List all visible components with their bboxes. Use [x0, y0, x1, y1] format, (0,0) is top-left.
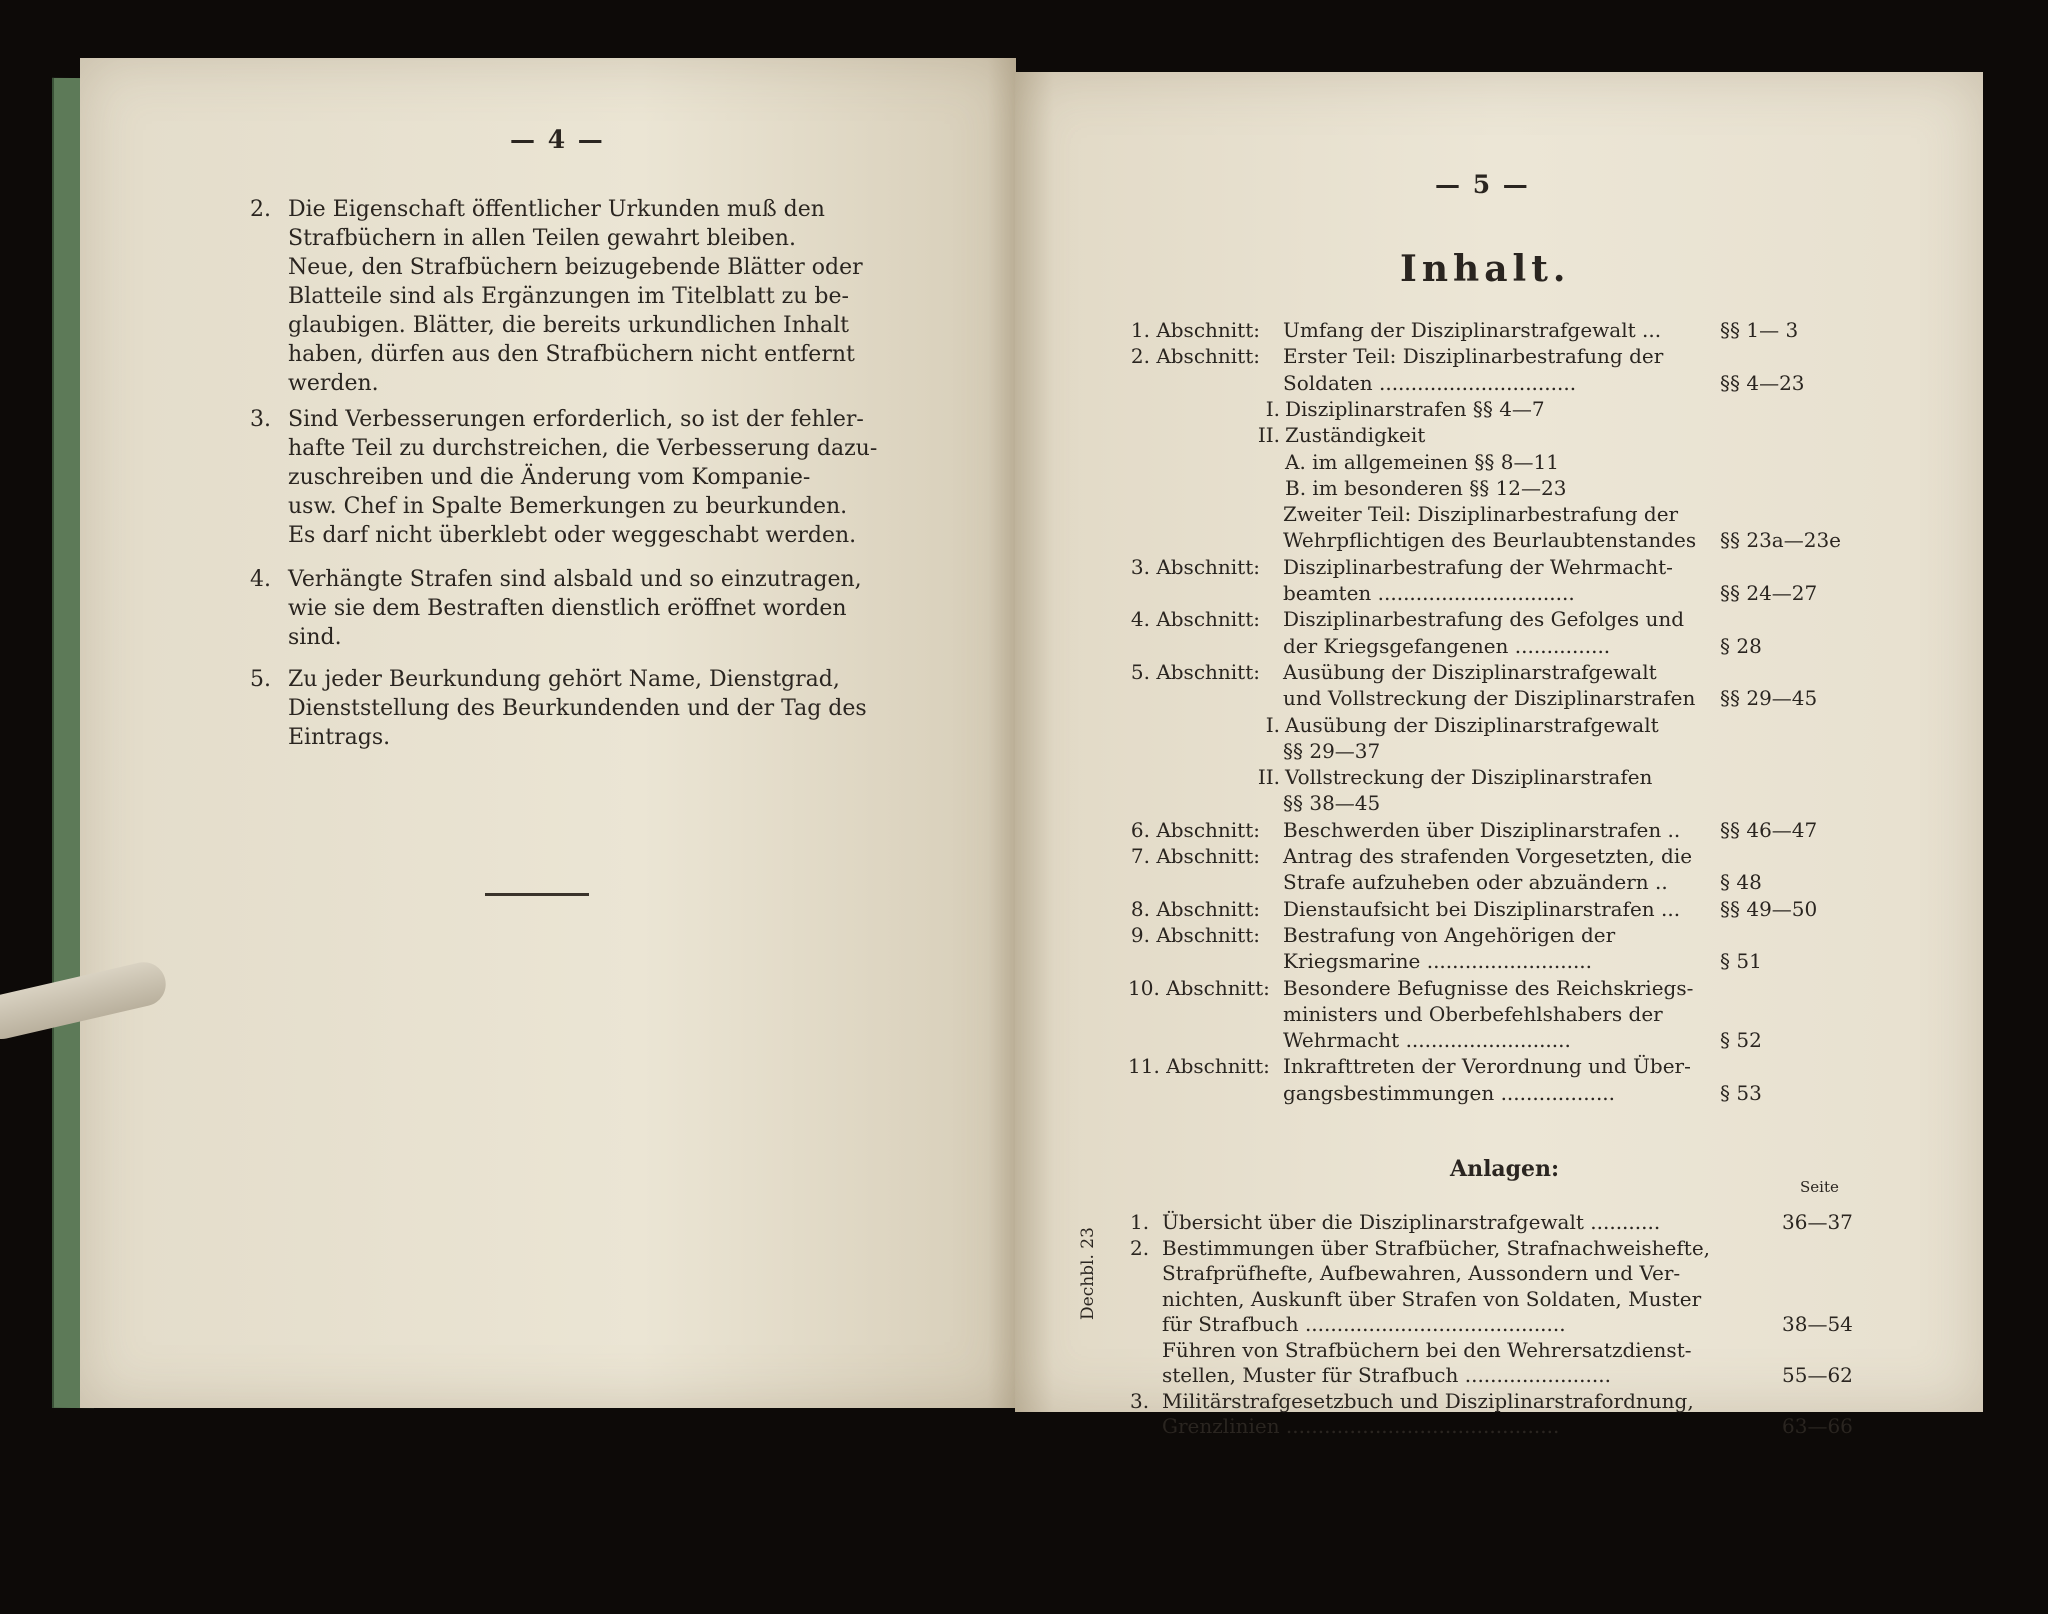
- toc-label: 1. Abschnitt:: [1130, 318, 1260, 342]
- right-page-number: — 5 —: [1435, 170, 1530, 199]
- seite-label: Seite: [1800, 1178, 1839, 1196]
- toc-ref: § 51: [1720, 949, 1762, 974]
- anlage-text: für Strafbuch .........................................: [1162, 1312, 1566, 1336]
- toc-text: Kriegsmarine ..........................: [1283, 949, 1593, 974]
- paragraph-3: [250, 405, 898, 550]
- toc-label: 4. Abschnitt:: [1130, 607, 1260, 632]
- paragraph-line: Verhängte Strafen sind alsbald und so einzutragen,: [288, 567, 862, 592]
- toc-label: 11. Abschnitt:: [1128, 1054, 1270, 1079]
- toc-label: 8. Abschnitt:: [1130, 896, 1260, 921]
- toc-text: der Kriegsgefangenen ...............: [1283, 633, 1611, 658]
- toc-text: Disziplinarbestrafung des Gefolges und: [1283, 607, 1685, 632]
- vertical-note: Dechbl. 23: [1078, 1227, 1098, 1320]
- toc-text: Strafe aufzuheben oder abzuändern ..: [1283, 870, 1668, 895]
- paragraph-line: Strafbüchern in allen Teilen gewahrt bleiben.: [288, 226, 796, 251]
- toc-text: gangsbestimmungen ..................: [1283, 1080, 1616, 1105]
- anlage-number: 1.: [1130, 1210, 1150, 1234]
- anlage-text: stellen, Muster für Strafbuch .......................: [1162, 1363, 1611, 1387]
- anlage-number: 2.: [1130, 1235, 1150, 1260]
- toc-ref: §§ 23a—23e: [1720, 528, 1842, 553]
- toc-text: Wehrpflichtigen des Beurlaubtenstandes: [1283, 528, 1697, 553]
- toc-text: und Vollstreckung der Disziplinarstrafen: [1283, 686, 1696, 711]
- toc-label: 7. Abschnitt:: [1130, 844, 1260, 868]
- anlage-ref: 55—62: [1782, 1363, 1853, 1387]
- toc-text: Erster Teil: Disziplinarbestrafung der: [1283, 344, 1664, 369]
- toc-text: Besondere Befugnisse des Reichskriegs-: [1283, 975, 1694, 1000]
- anlage-text: Militärstrafgesetzbuch und Disziplinarstrafordnung,: [1162, 1388, 1694, 1413]
- toc-text: Inkrafttreten der Verordnung und Über-: [1283, 1054, 1691, 1079]
- toc-text: Bestrafung von Angehörigen der: [1283, 922, 1616, 947]
- toc-label: 9. Abschnitt:: [1130, 922, 1260, 947]
- toc-label: I.: [1265, 396, 1280, 421]
- toc-ref: §§ 46—47: [1720, 817, 1818, 842]
- paragraph-5: [250, 665, 898, 752]
- anlagen-title: Anlagen:: [1450, 1156, 1560, 1182]
- toc-text: Dienstaufsicht bei Disziplinarstrafen ...: [1283, 896, 1681, 921]
- paragraph-line: Es darf nicht überklebt oder weggeschabt werden.: [288, 523, 857, 548]
- anlage-text: Führen von Strafbüchern bei den Wehrersatzdienst-: [1162, 1337, 1692, 1362]
- toc-label: 5. Abschnitt:: [1130, 659, 1260, 684]
- toc-label: 10. Abschnitt:: [1128, 975, 1270, 1000]
- paragraph-number: 5.: [250, 667, 271, 692]
- anlage-text: Bestimmungen über Strafbücher, Strafnachweishefte,: [1162, 1235, 1711, 1260]
- toc-ref: §§ 4—23: [1720, 370, 1805, 395]
- paragraph-line: haben, dürfen aus den Strafbüchern nicht entfernt: [288, 342, 855, 367]
- toc-ref: §§ 49—50: [1720, 896, 1818, 921]
- toc-ref: §§ 29—45: [1720, 686, 1818, 711]
- toc-text: B. im besonderen §§ 12—23: [1285, 475, 1567, 500]
- anlage-text: Übersicht über die Disziplinarstrafgewalt ...........: [1162, 1210, 1661, 1234]
- paragraph-line: Blatteile sind als Ergänzungen im Titelblatt zu be-: [288, 284, 849, 309]
- anlage-ref: 36—37: [1782, 1210, 1853, 1234]
- anlage-text: nichten, Auskunft über Strafen von Soldaten, Muster: [1162, 1286, 1702, 1311]
- paragraph-line: Die Eigenschaft öffentlicher Urkunden muß den: [288, 197, 825, 222]
- paragraph-number: 2.: [250, 197, 271, 222]
- toc-label: II.: [1257, 423, 1280, 448]
- toc-text: Soldaten ...............................: [1283, 370, 1577, 395]
- paragraph-line: Eintrags.: [288, 725, 391, 750]
- toc-text: Antrag des strafenden Vorgesetzten, die: [1283, 844, 1693, 868]
- paragraph-line: glaubigen. Blätter, die bereits urkundlichen Inhalt: [288, 313, 850, 338]
- toc-text: Umfang der Disziplinarstrafgewalt ...: [1283, 318, 1662, 342]
- divider-line: [485, 893, 589, 896]
- anlage-text: Grenzlinien ...........................................: [1162, 1414, 1560, 1438]
- toc-label: 3. Abschnitt:: [1130, 554, 1260, 579]
- paragraph-line: Zu jeder Beurkundung gehört Name, Dienstgrad,: [288, 667, 840, 692]
- anlage-number: 3.: [1130, 1388, 1150, 1413]
- toc-text: Vollstreckung der Disziplinarstrafen: [1285, 765, 1653, 790]
- paragraph-2: [250, 195, 898, 398]
- toc-text: Ausübung der Disziplinarstrafgewalt: [1285, 712, 1659, 737]
- toc-text: Disziplinarbestrafung der Wehrmacht-: [1283, 554, 1673, 579]
- paragraph-line: wie sie dem Bestraften dienstlich eröffnet worden: [288, 596, 847, 621]
- paragraph-line: sind.: [288, 625, 342, 650]
- left-page-number: — 4 —: [510, 125, 605, 154]
- paragraph-line: zuschreiben und die Änderung vom Kompanie-: [288, 465, 811, 490]
- paragraph-line: hafte Teil zu durchstreichen, die Verbesserung dazu-: [288, 436, 878, 461]
- toc-text: §§ 29—37: [1283, 738, 1381, 763]
- toc-label: I.: [1265, 712, 1280, 737]
- toc-text: Zuständigkeit: [1285, 423, 1426, 448]
- toc-ref: §§ 1— 3: [1720, 318, 1799, 342]
- paragraph-line: Dienststellung des Beurkundenden und der Tag des: [288, 696, 867, 721]
- toc-label: 2. Abschnitt:: [1130, 344, 1260, 369]
- toc-ref: §§ 24—27: [1720, 581, 1818, 605]
- toc-label: 6. Abschnitt:: [1130, 817, 1260, 842]
- paragraph-line: usw. Chef in Spalte Bemerkungen zu beurkunden.: [288, 494, 848, 519]
- toc-text: Beschwerden über Disziplinarstrafen ..: [1283, 817, 1681, 842]
- toc-label: II.: [1257, 765, 1280, 790]
- toc-ref: § 48: [1720, 870, 1762, 895]
- toc-text: §§ 38—45: [1283, 791, 1381, 816]
- toc-text: beamten ...............................: [1283, 581, 1575, 605]
- paragraph-number: 3.: [250, 407, 271, 432]
- paragraph-number: 4.: [250, 567, 271, 592]
- anlage-ref: 38—54: [1782, 1312, 1853, 1336]
- anlage-text: Strafprüfhefte, Aufbewahren, Aussondern und Ver-: [1162, 1261, 1681, 1285]
- toc-text: ministers und Oberbefehlshabers der: [1283, 1001, 1663, 1026]
- toc-text: Zweiter Teil: Disziplinarbestrafung der: [1283, 502, 1679, 527]
- toc-ref: § 52: [1720, 1028, 1762, 1053]
- anlage-ref: 63—66: [1782, 1414, 1853, 1438]
- paragraph-line: Sind Verbesserungen erforderlich, so ist der fehler-: [288, 407, 864, 432]
- paragraph-line: Neue, den Strafbüchern beizugebende Blätter oder: [288, 255, 863, 280]
- toc-title: Inhalt.: [1400, 248, 1571, 290]
- toc-text: Ausübung der Disziplinarstrafgewalt: [1283, 659, 1657, 684]
- toc-text: Wehrmacht ..........................: [1283, 1028, 1571, 1053]
- paragraph-line: werden.: [288, 371, 379, 396]
- paragraph-4: [250, 565, 898, 652]
- toc-ref: § 28: [1720, 633, 1762, 658]
- toc-text: A. im allgemeinen §§ 8—11: [1285, 449, 1559, 474]
- toc-ref: § 53: [1720, 1080, 1762, 1105]
- toc-text: Disziplinarstrafen §§ 4—7: [1285, 396, 1545, 421]
